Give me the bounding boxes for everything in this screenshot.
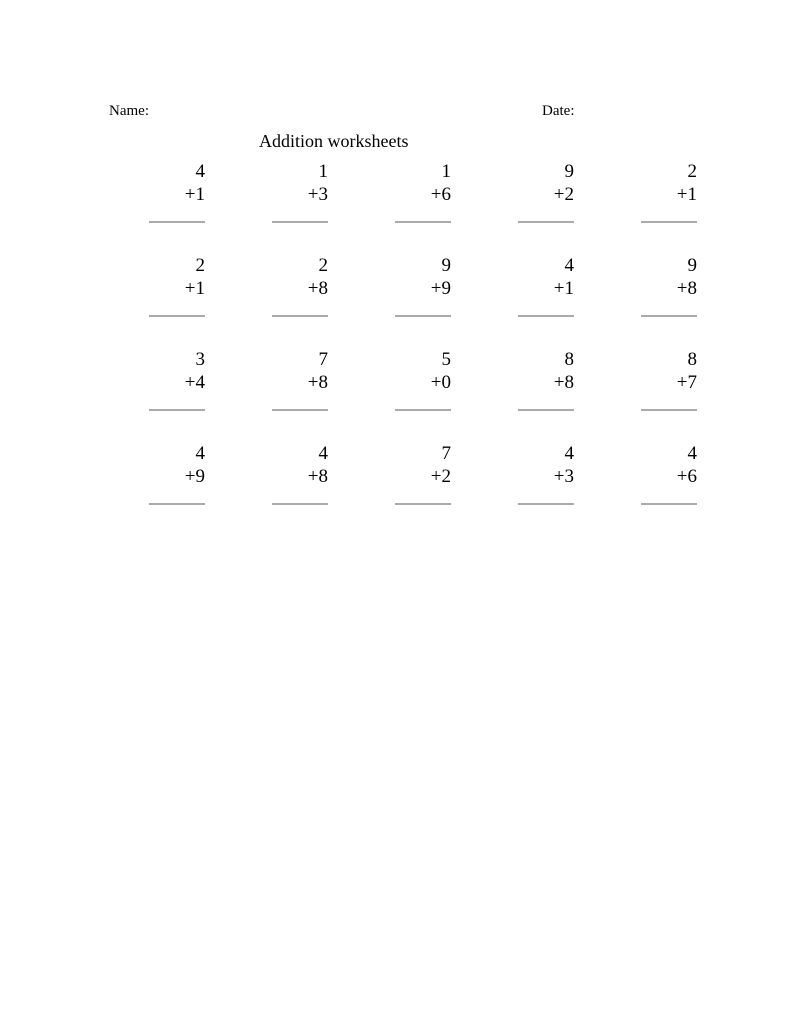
addition-problem (395, 444, 451, 514)
problem-top-number: 5 (441, 349, 451, 370)
answer-line (518, 315, 574, 317)
answer-line (641, 315, 697, 317)
problem-top-number: 3 (195, 349, 205, 370)
answer-line (395, 503, 451, 505)
problem-top-number: 4 (564, 255, 574, 276)
problem-top-number: 8 (687, 349, 697, 370)
problem-bottom-number: +8 (307, 466, 328, 487)
problem-top-number: 2 (195, 255, 205, 276)
problem-bottom-number: +0 (430, 372, 451, 393)
problem-top-number: 9 (564, 161, 574, 182)
addition-problem (272, 350, 328, 420)
problem-top-number: 2 (687, 161, 697, 182)
problem-bottom-number: +8 (307, 278, 328, 299)
addition-problem (272, 444, 328, 514)
answer-line (272, 503, 328, 505)
addition-problem (395, 350, 451, 420)
answer-line (149, 503, 205, 505)
worksheet-title: Addition worksheets (259, 131, 409, 151)
problem-bottom-number: +8 (676, 278, 697, 299)
addition-problem (641, 256, 697, 326)
answer-line (272, 409, 328, 411)
addition-problem (518, 256, 574, 326)
problem-bottom-number: +7 (676, 372, 697, 393)
date-label: Date: (542, 103, 575, 119)
answer-line (518, 503, 574, 505)
problem-bottom-number: +3 (553, 466, 574, 487)
addition-problem (518, 350, 574, 420)
problem-top-number: 1 (318, 161, 328, 182)
answer-line (518, 409, 574, 411)
problem-top-number: 2 (318, 255, 328, 276)
answer-line (641, 409, 697, 411)
problem-bottom-number: +8 (307, 372, 328, 393)
answer-line (395, 221, 451, 223)
addition-problem (149, 444, 205, 514)
problem-bottom-number: +2 (553, 184, 574, 205)
addition-problem (641, 162, 697, 232)
problem-bottom-number: +1 (676, 184, 697, 205)
problem-bottom-number: +6 (430, 184, 451, 205)
problem-top-number: 4 (564, 443, 574, 464)
addition-problem (149, 162, 205, 232)
problem-top-number: 4 (195, 161, 205, 182)
problem-bottom-number: +3 (307, 184, 328, 205)
addition-problem (518, 444, 574, 514)
problem-top-number: 4 (195, 443, 205, 464)
answer-line (395, 315, 451, 317)
answer-line (149, 315, 205, 317)
addition-problem (149, 256, 205, 326)
addition-problem (395, 256, 451, 326)
name-label: Name: (109, 103, 149, 119)
problem-bottom-number: +4 (184, 372, 205, 393)
problem-top-number: 1 (441, 161, 451, 182)
problem-top-number: 4 (318, 443, 328, 464)
problem-bottom-number: +1 (553, 278, 574, 299)
answer-line (149, 409, 205, 411)
addition-problem (272, 162, 328, 232)
problem-top-number: 4 (687, 443, 697, 464)
addition-problem (149, 350, 205, 420)
problem-bottom-number: +8 (553, 372, 574, 393)
problem-top-number: 9 (441, 255, 451, 276)
problem-bottom-number: +1 (184, 278, 205, 299)
problem-bottom-number: +9 (430, 278, 451, 299)
answer-line (518, 221, 574, 223)
answer-line (149, 221, 205, 223)
problem-top-number: 7 (318, 349, 328, 370)
answer-line (272, 315, 328, 317)
problem-bottom-number: +2 (430, 466, 451, 487)
problem-bottom-number: +1 (184, 184, 205, 205)
addition-problem (395, 162, 451, 232)
answer-line (395, 409, 451, 411)
answer-line (641, 221, 697, 223)
problem-top-number: 9 (687, 255, 697, 276)
addition-problem (518, 162, 574, 232)
addition-problem (272, 256, 328, 326)
problem-bottom-number: +9 (184, 466, 205, 487)
problem-bottom-number: +6 (676, 466, 697, 487)
addition-problem (641, 350, 697, 420)
answer-line (641, 503, 697, 505)
problem-top-number: 7 (441, 443, 451, 464)
problem-top-number: 8 (564, 349, 574, 370)
answer-line (272, 221, 328, 223)
addition-problem (641, 444, 697, 514)
